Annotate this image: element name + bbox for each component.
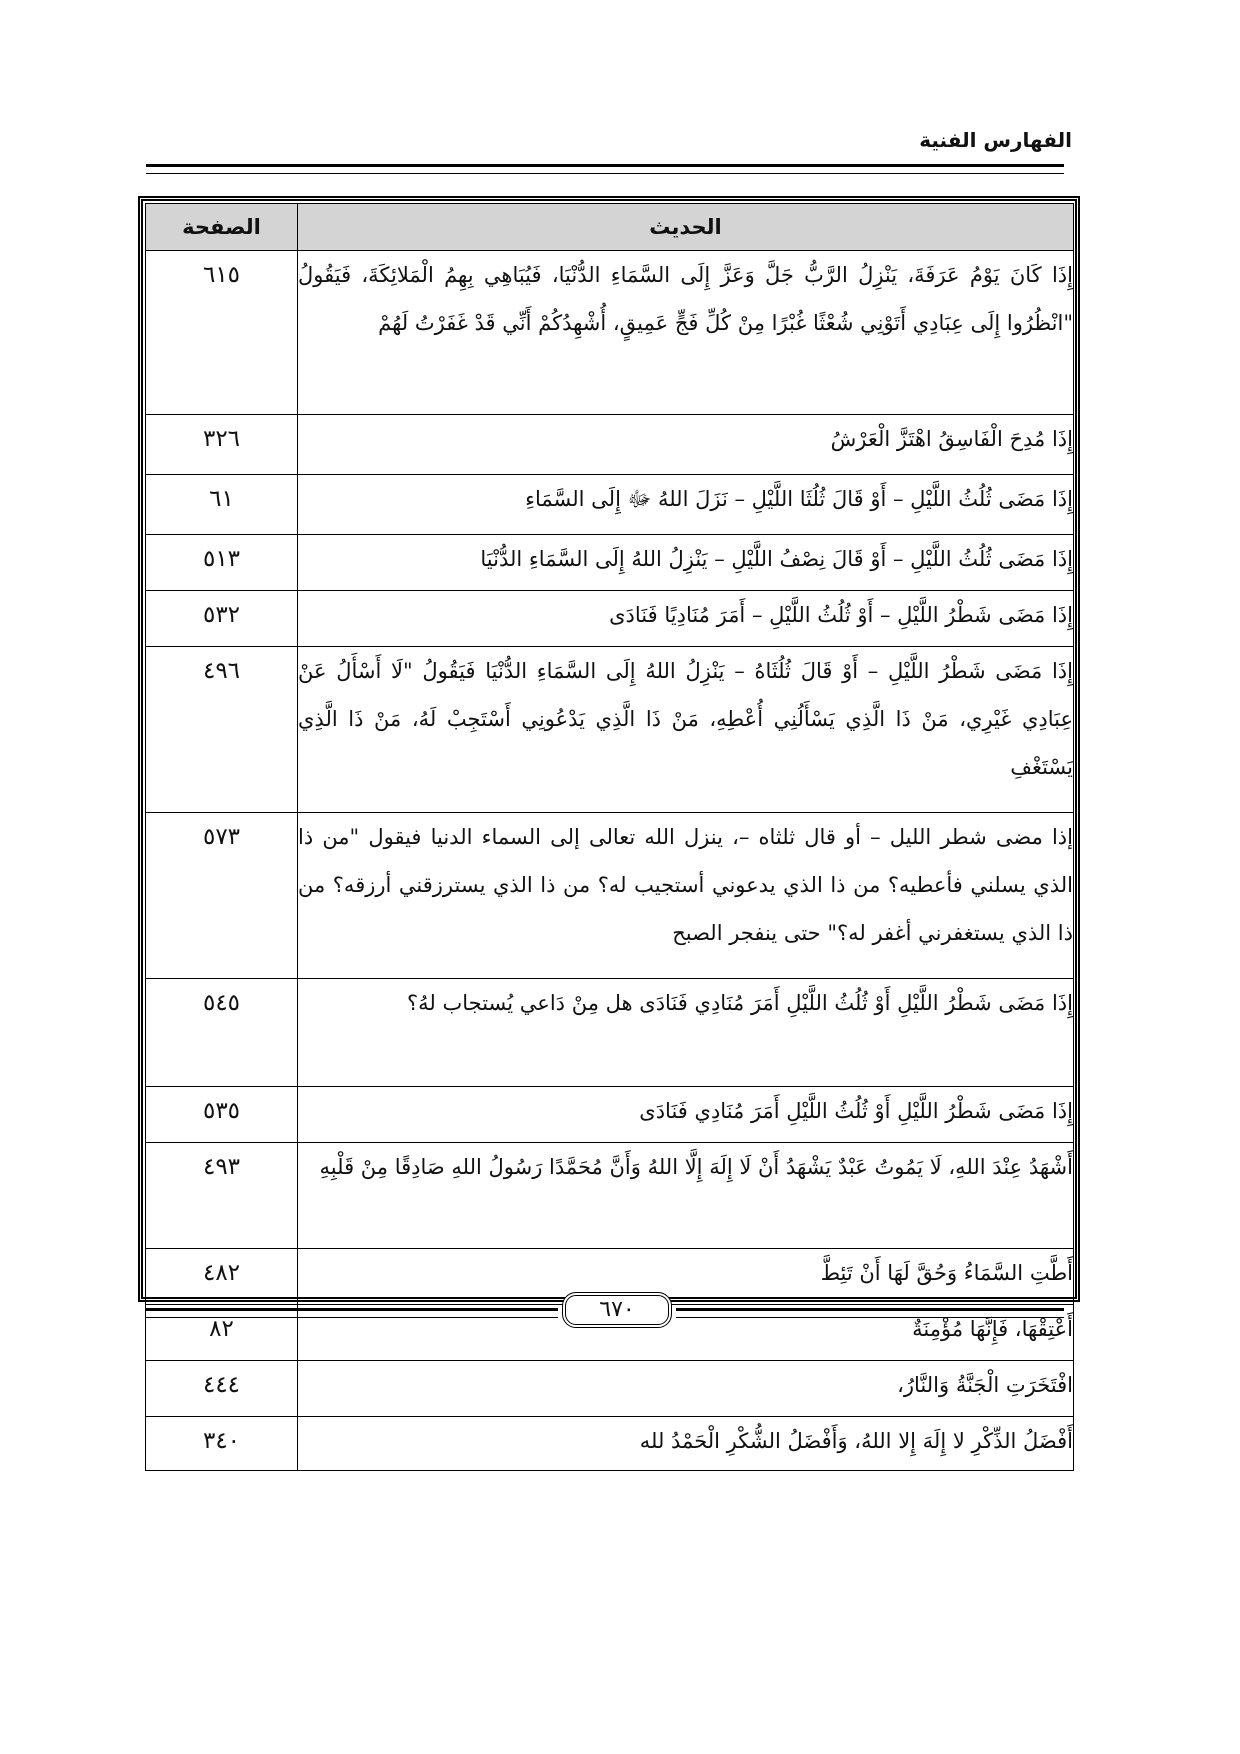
page-ref: ٦١٥ [146,251,298,415]
hadith-text: أَطَّتِ السَّمَاءُ وَحُقَّ لَهَا أَنْ تَئِطَّ [298,1249,1074,1305]
page-ref: ٤٩٦ [146,647,298,813]
hadith-text: إِذَا مَضَى شَطْرُ اللَّيْلِ أَوْ ثُلُثُ اللَّيْلِ أَمَرَ مُنَادِي فَنَادَى هل مِنْ دَاعي يُستجاب لهُ؟ [298,979,1074,1087]
hadith-text: إذا مضى شطر الليل – أو قال ثلثاه –، ينزل الله تعالى إلى السماء الدنيا فيقول "من ذا الذي يسلني فأعطيه؟ من ذا الذي يدعوني أستجيب له؟ من ذا الذي يسترزقني أرزقه؟ من ذا الذي يستغفرني أغفر له؟" حتى ينفجر الصبح [298,813,1074,979]
page-ref: ٣٤٠ [146,1417,298,1471]
page-ref: ٥٧٣ [146,813,298,979]
running-header: الفهارس الفنية [919,128,1072,152]
page-number: ٦٧٠ [562,1292,672,1328]
table-row [146,813,1074,979]
column-header-page: الصفحة [146,204,298,251]
hadith-text: إِذَا مَضَى ثُلُثُ اللَّيْلِ – أَوْ قَالَ ثُلُثَا اللَّيْلِ – نَزَلَ اللهُ ﷻ إِلَى السَّمَاءِ [298,475,1074,535]
hadith-text: إِذَا مَضَى ثُلُثُ اللَّيْلِ – أَوْ قَالَ نِصْفُ اللَّيْلِ – يَنْزِلُ اللهُ إِلَى السَّمَاءِ الدُّنْيَا [298,535,1074,591]
hadith-text: افْتَخَرَتِ الْجَنَّةُ وَالنَّارُ، [298,1361,1074,1417]
page-ref: ٤٨٢ [146,1249,298,1305]
page-ref: ٣٢٦ [146,415,298,475]
table-row [146,1417,1074,1471]
table-row [146,1361,1074,1417]
page-ref: ٥٤٥ [146,979,298,1087]
footer-rule-left [146,1308,558,1318]
hadith-text: أَعْتِقْهَا، فَإِنَّهَا مُؤْمِنَةٌ [298,1305,1074,1361]
hadith-text: أَشْهَدُ عِنْدَ اللهِ، لَا يَمُوتُ عَبْدٌ يَشْهَدُ أَنْ لَا إِلَهَ إِلَّا اللهُ وَأَنَّ مُحَمَّدًا رَسُولُ اللهِ صَادِقًا مِنْ قَلْبِهِ [298,1143,1074,1249]
table-row [146,979,1074,1087]
hadith-text: إِذَا مُدِحَ الْفَاسِقُ اهْتَزَّ الْعَرْشُ [298,415,1074,475]
hadith-text: إِذَا مَضَى شَطْرُ اللَّيْلِ – أَوْ قَالَ ثُلُثَاهُ – يَنْزِلُ اللهُ إِلَى السَّمَاءِ الدُّنْيَا فَيَقُولُ "لَا أَسْأَلُ عَنْ عِبَادِي غَيْرِي، مَنْ ذَا الَّذِي يَسْأَلُنِي أُعْطِهِ، مَنْ ذَا الَّذِي يَدْعُونِي أَسْتَجِبْ لَهُ، مَنْ ذَا الَّذِي يَسْتَغْفِ [298,647,1074,813]
page-ref: ٥١٣ [146,535,298,591]
table-row [146,415,1074,475]
page-ref: ٦١ [146,475,298,535]
table-body [146,251,1074,1471]
hadith-text: إِذَا مَضَى شَطْرُ اللَّيْلِ – أَوْ ثُلُثُ اللَّيْلِ – أَمَرَ مُنَادِيًا فَنَادَى [298,591,1074,647]
hadith-index-table [145,203,1074,1471]
footer-rule-right [676,1308,1064,1318]
hadith-text: إِذَا مَضَى شَطْرُ اللَّيْلِ أَوْ ثُلُثُ اللَّيْلِ أَمَرَ مُنَادِي فَنَادَى [298,1087,1074,1143]
hadith-text: إِذَا كَانَ يَوْمُ عَرَفَةَ، يَنْزِلُ الرَّبُّ جَلَّ وَعَزَّ إِلَى السَّمَاءِ الدُّنْيَا، فَيُبَاهِي بِهِمُ الْمَلائِكَةَ، فَيَقُولُ "انْظُرُوا إِلَى عِبَادِي أَتَوْنِي شُعْثًا غُبْرًا مِنْ كُلِّ فَجٍّ عَمِيقٍ، أُشْهِدُكُمْ أَنِّي قَدْ غَفَرْتُ لَهُمْ [298,251,1074,415]
table-row [146,251,1074,415]
table-row [146,475,1074,535]
page-ref: ٤٩٣ [146,1143,298,1249]
page-ref: ٥٣٢ [146,591,298,647]
header-rule [146,164,1064,174]
table-row [146,647,1074,813]
column-header-hadith: الحديث [298,204,1074,251]
table-row [146,535,1074,591]
page-ref: ٨٢ [146,1305,298,1361]
page-ref: ٤٤٤ [146,1361,298,1417]
table-row [146,1087,1074,1143]
page-ref: ٥٣٥ [146,1087,298,1143]
table-row [146,591,1074,647]
table-row [146,1143,1074,1249]
table-header-row [146,204,1074,251]
hadith-text: أَفْضَلُ الذِّكْرِ لا إِلَهَ إِلا اللهُ، وَأَفْضَلُ الشُّكْرِ الْحَمْدُ لله [298,1417,1074,1471]
